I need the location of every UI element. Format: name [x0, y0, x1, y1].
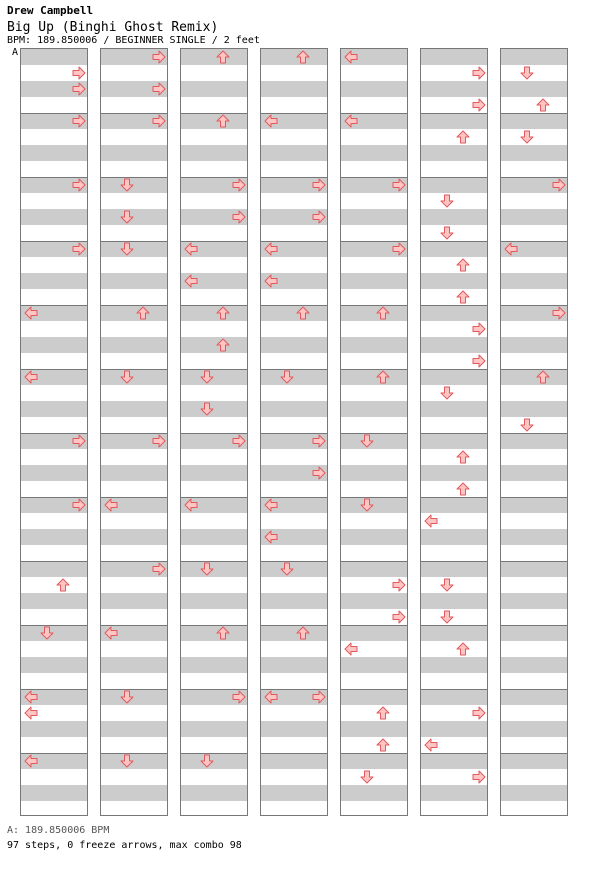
beat-band: [101, 369, 167, 385]
beat-band: [181, 657, 247, 673]
beat-band: [261, 625, 327, 641]
arrow-down-icon: [440, 610, 454, 624]
beat-band: [341, 785, 407, 801]
arrow-up-icon: [216, 114, 230, 128]
arrow-right-icon: [72, 66, 86, 80]
beat-band: [341, 369, 407, 385]
arrow-left-icon: [264, 242, 278, 256]
arrow-right-icon: [312, 210, 326, 224]
beat-band: [421, 657, 487, 673]
beat-band: [101, 209, 167, 225]
arrow-up-icon: [456, 642, 470, 656]
beat-band: [181, 113, 247, 129]
beat-band: [261, 81, 327, 97]
beat-band: [261, 401, 327, 417]
arrow-down-icon: [520, 418, 534, 432]
beat-band: [501, 433, 567, 449]
beat-band: [501, 689, 567, 705]
beat-band: [101, 145, 167, 161]
arrow-up-icon: [56, 578, 70, 592]
beat-band: [261, 49, 327, 65]
beat-band: [501, 273, 567, 289]
beat-band: [421, 625, 487, 641]
beat-band: [421, 561, 487, 577]
arrow-up-icon: [456, 130, 470, 144]
arrow-down-icon: [280, 562, 294, 576]
beat-band: [501, 369, 567, 385]
beat-band: [101, 689, 167, 705]
arrow-right-icon: [232, 178, 246, 192]
beat-band: [261, 657, 327, 673]
beat-band: [341, 625, 407, 641]
measure-line: [341, 369, 407, 370]
arrow-left-icon: [344, 114, 358, 128]
arrow-left-icon: [424, 738, 438, 752]
arrow-down-icon: [120, 370, 134, 384]
arrow-left-icon: [184, 242, 198, 256]
arrow-down-icon: [120, 690, 134, 704]
arrow-down-icon: [120, 242, 134, 256]
beat-band: [21, 209, 87, 225]
chart-column: [260, 48, 328, 816]
beat-band: [421, 145, 487, 161]
beat-band: [501, 81, 567, 97]
beat-band: [21, 721, 87, 737]
beat-band: [421, 785, 487, 801]
beat-band: [261, 753, 327, 769]
arrow-down-icon: [280, 370, 294, 384]
arrow-left-icon: [504, 242, 518, 256]
arrow-down-icon: [520, 130, 534, 144]
beat-band: [21, 625, 87, 641]
beat-band: [501, 337, 567, 353]
arrow-down-icon: [440, 226, 454, 240]
beat-band: [101, 465, 167, 481]
beat-band: [101, 753, 167, 769]
arrow-down-icon: [120, 178, 134, 192]
measure-line: [261, 369, 327, 370]
arrow-left-icon: [264, 690, 278, 704]
arrow-up-icon: [216, 338, 230, 352]
beat-band: [421, 113, 487, 129]
arrow-right-icon: [152, 114, 166, 128]
beat-band: [101, 401, 167, 417]
beat-band: [181, 145, 247, 161]
beat-band: [261, 785, 327, 801]
beat-band: [181, 465, 247, 481]
arrow-right-icon: [392, 610, 406, 624]
beat-band: [261, 721, 327, 737]
arrow-down-icon: [200, 562, 214, 576]
arrow-left-icon: [344, 50, 358, 64]
beat-band: [501, 561, 567, 577]
arrow-right-icon: [72, 498, 86, 512]
arrow-up-icon: [216, 306, 230, 320]
beat-band: [101, 337, 167, 353]
arrow-down-icon: [520, 66, 534, 80]
artist-name: Drew Campbell: [7, 4, 94, 17]
beat-band: [21, 273, 87, 289]
measure-line: [421, 369, 487, 370]
measure-line: [101, 369, 167, 370]
beat-band: [341, 433, 407, 449]
beat-band: [421, 721, 487, 737]
arrow-left-icon: [344, 642, 358, 656]
beat-band: [341, 753, 407, 769]
measure-line: [101, 241, 167, 242]
measure-line: [421, 625, 487, 626]
beat-band: [421, 689, 487, 705]
beat-band: [421, 273, 487, 289]
arrow-down-icon: [120, 754, 134, 768]
measure-line: [501, 561, 567, 562]
measure-line: [501, 369, 567, 370]
measure-line: [421, 305, 487, 306]
measure-line: [101, 177, 167, 178]
arrow-left-icon: [104, 626, 118, 640]
arrow-right-icon: [72, 242, 86, 256]
beat-band: [501, 113, 567, 129]
arrow-left-icon: [24, 754, 38, 768]
chart-column: [100, 48, 168, 816]
arrow-down-icon: [200, 370, 214, 384]
measure-line: [421, 113, 487, 114]
beat-band: [181, 81, 247, 97]
measure-line: [261, 305, 327, 306]
measure-line: [21, 625, 87, 626]
arrow-right-icon: [72, 178, 86, 192]
beat-band: [421, 305, 487, 321]
arrow-right-icon: [152, 434, 166, 448]
bpm-marker: A: [12, 47, 19, 58]
beat-band: [181, 369, 247, 385]
arrow-up-icon: [536, 98, 550, 112]
measure-line: [21, 561, 87, 562]
measure-line: [341, 561, 407, 562]
arrow-right-icon: [152, 82, 166, 96]
beat-band: [341, 497, 407, 513]
beat-band: [421, 433, 487, 449]
beat-band: [421, 241, 487, 257]
beat-band: [261, 305, 327, 321]
measure-line: [501, 689, 567, 690]
beat-band: [341, 209, 407, 225]
arrow-right-icon: [472, 98, 486, 112]
footer-stats: 97 steps, 0 freeze arrows, max combo 98: [7, 840, 242, 851]
beat-band: [501, 593, 567, 609]
arrow-right-icon: [232, 210, 246, 224]
beat-band: [421, 497, 487, 513]
arrow-right-icon: [152, 562, 166, 576]
arrow-left-icon: [264, 274, 278, 288]
beat-band: [181, 401, 247, 417]
beat-band: [501, 785, 567, 801]
beat-band: [341, 689, 407, 705]
beat-band: [501, 401, 567, 417]
beat-band: [501, 49, 567, 65]
measure-line: [421, 689, 487, 690]
arrow-up-icon: [296, 626, 310, 640]
arrow-left-icon: [24, 370, 38, 384]
beat-band: [181, 49, 247, 65]
measure-line: [101, 305, 167, 306]
beat-band: [421, 81, 487, 97]
arrow-left-icon: [24, 306, 38, 320]
chart-column: [180, 48, 248, 816]
beat-band: [421, 593, 487, 609]
beat-band: [101, 657, 167, 673]
beat-band: [101, 593, 167, 609]
arrow-left-icon: [24, 690, 38, 704]
beat-band: [261, 145, 327, 161]
measure-line: [341, 689, 407, 690]
beat-band: [341, 401, 407, 417]
beat-band: [341, 561, 407, 577]
arrow-right-icon: [232, 434, 246, 448]
measure-line: [181, 753, 247, 754]
measure-line: [101, 753, 167, 754]
beat-band: [341, 593, 407, 609]
beat-band: [101, 721, 167, 737]
beat-band: [341, 273, 407, 289]
arrow-down-icon: [200, 754, 214, 768]
measure-line: [261, 561, 327, 562]
measure-line: [421, 177, 487, 178]
arrow-right-icon: [472, 66, 486, 80]
beat-band: [101, 177, 167, 193]
beat-band: [261, 369, 327, 385]
arrow-up-icon: [376, 738, 390, 752]
beat-band: [341, 529, 407, 545]
beat-band: [421, 177, 487, 193]
arrow-down-icon: [120, 210, 134, 224]
arrow-up-icon: [216, 626, 230, 640]
beat-band: [181, 337, 247, 353]
beat-band: [341, 81, 407, 97]
arrow-up-icon: [456, 290, 470, 304]
arrow-right-icon: [312, 690, 326, 704]
measure-line: [501, 433, 567, 434]
beat-band: [421, 753, 487, 769]
arrow-up-icon: [456, 450, 470, 464]
measure-line: [501, 113, 567, 114]
arrow-left-icon: [184, 274, 198, 288]
arrow-right-icon: [552, 306, 566, 320]
beat-band: [341, 721, 407, 737]
measure-line: [181, 625, 247, 626]
measure-line: [181, 561, 247, 562]
footer-bpm: A: 189.850006 BPM: [7, 825, 110, 836]
arrow-up-icon: [296, 306, 310, 320]
beat-band: [181, 593, 247, 609]
beat-band: [181, 721, 247, 737]
beat-band: [501, 497, 567, 513]
measure-line: [341, 433, 407, 434]
arrow-up-icon: [376, 370, 390, 384]
beat-band: [341, 657, 407, 673]
beat-band: [21, 657, 87, 673]
chart-column: [420, 48, 488, 816]
arrow-down-icon: [360, 770, 374, 784]
measure-line: [181, 369, 247, 370]
beat-band: [101, 241, 167, 257]
beat-band: [421, 49, 487, 65]
chart-meta: BPM: 189.850006 / BEGINNER SINGLE / 2 feet: [7, 35, 260, 46]
beat-band: [21, 529, 87, 545]
arrow-left-icon: [264, 114, 278, 128]
arrow-up-icon: [376, 306, 390, 320]
beat-band: [21, 337, 87, 353]
measure-line: [341, 625, 407, 626]
arrow-left-icon: [104, 498, 118, 512]
arrow-right-icon: [152, 50, 166, 64]
beat-band: [421, 401, 487, 417]
beat-band: [501, 145, 567, 161]
beat-band: [21, 561, 87, 577]
arrow-right-icon: [72, 434, 86, 448]
arrow-left-icon: [264, 530, 278, 544]
measure-line: [421, 497, 487, 498]
beat-band: [181, 785, 247, 801]
arrow-left-icon: [424, 514, 438, 528]
beat-band: [181, 753, 247, 769]
arrow-right-icon: [472, 706, 486, 720]
beat-band: [261, 593, 327, 609]
beat-band: [261, 337, 327, 353]
arrow-right-icon: [472, 770, 486, 784]
measure-line: [501, 625, 567, 626]
beat-band: [181, 529, 247, 545]
arrow-right-icon: [312, 178, 326, 192]
beat-band: [181, 561, 247, 577]
beat-band: [101, 785, 167, 801]
arrow-up-icon: [456, 482, 470, 496]
measure-line: [101, 689, 167, 690]
beat-band: [21, 401, 87, 417]
arrow-right-icon: [72, 82, 86, 96]
beat-band: [501, 753, 567, 769]
arrow-right-icon: [392, 578, 406, 592]
beat-band: [421, 465, 487, 481]
arrow-right-icon: [392, 178, 406, 192]
arrow-right-icon: [472, 354, 486, 368]
measure-line: [341, 753, 407, 754]
arrow-down-icon: [440, 386, 454, 400]
arrow-down-icon: [360, 434, 374, 448]
measure-line: [501, 497, 567, 498]
beat-band: [341, 465, 407, 481]
arrow-left-icon: [24, 706, 38, 720]
beat-band: [421, 337, 487, 353]
measure-line: [261, 625, 327, 626]
beat-band: [261, 561, 327, 577]
measure-line: [421, 433, 487, 434]
beat-band: [21, 49, 87, 65]
beat-band: [21, 785, 87, 801]
beat-band: [501, 529, 567, 545]
beat-band: [421, 209, 487, 225]
beat-band: [341, 337, 407, 353]
beat-band: [21, 465, 87, 481]
measure-line: [501, 753, 567, 754]
arrow-right-icon: [472, 322, 486, 336]
arrow-left-icon: [264, 498, 278, 512]
arrow-down-icon: [40, 626, 54, 640]
arrow-up-icon: [536, 370, 550, 384]
beat-band: [21, 593, 87, 609]
beat-band: [101, 273, 167, 289]
arrow-right-icon: [312, 466, 326, 480]
arrow-down-icon: [200, 402, 214, 416]
arrow-right-icon: [312, 434, 326, 448]
beat-band: [501, 657, 567, 673]
arrow-right-icon: [232, 690, 246, 704]
arrow-up-icon: [216, 50, 230, 64]
arrow-down-icon: [440, 578, 454, 592]
beat-band: [421, 369, 487, 385]
beat-band: [21, 145, 87, 161]
measure-line: [341, 497, 407, 498]
beat-band: [421, 529, 487, 545]
arrow-up-icon: [296, 50, 310, 64]
measure-line: [261, 753, 327, 754]
beat-band: [501, 209, 567, 225]
beat-band: [501, 625, 567, 641]
beat-band: [181, 305, 247, 321]
arrow-right-icon: [392, 242, 406, 256]
song-title: Big Up (Binghi Ghost Remix): [7, 20, 219, 35]
measure-line: [421, 753, 487, 754]
beat-band: [341, 145, 407, 161]
beat-band: [101, 305, 167, 321]
measure-line: [421, 561, 487, 562]
arrow-down-icon: [440, 194, 454, 208]
measure-line: [181, 305, 247, 306]
chart-column: [20, 48, 88, 816]
measure-line: [181, 113, 247, 114]
arrow-up-icon: [376, 706, 390, 720]
arrow-right-icon: [552, 178, 566, 192]
measure-line: [421, 241, 487, 242]
arrow-up-icon: [136, 306, 150, 320]
arrow-up-icon: [456, 258, 470, 272]
arrow-down-icon: [360, 498, 374, 512]
arrow-left-icon: [184, 498, 198, 512]
beat-band: [501, 465, 567, 481]
beat-band: [101, 529, 167, 545]
arrow-right-icon: [72, 114, 86, 128]
beat-band: [501, 721, 567, 737]
measure-line: [341, 305, 407, 306]
beat-band: [181, 625, 247, 641]
chart-column: [500, 48, 568, 816]
chart-column: [340, 48, 408, 816]
beat-band: [341, 305, 407, 321]
